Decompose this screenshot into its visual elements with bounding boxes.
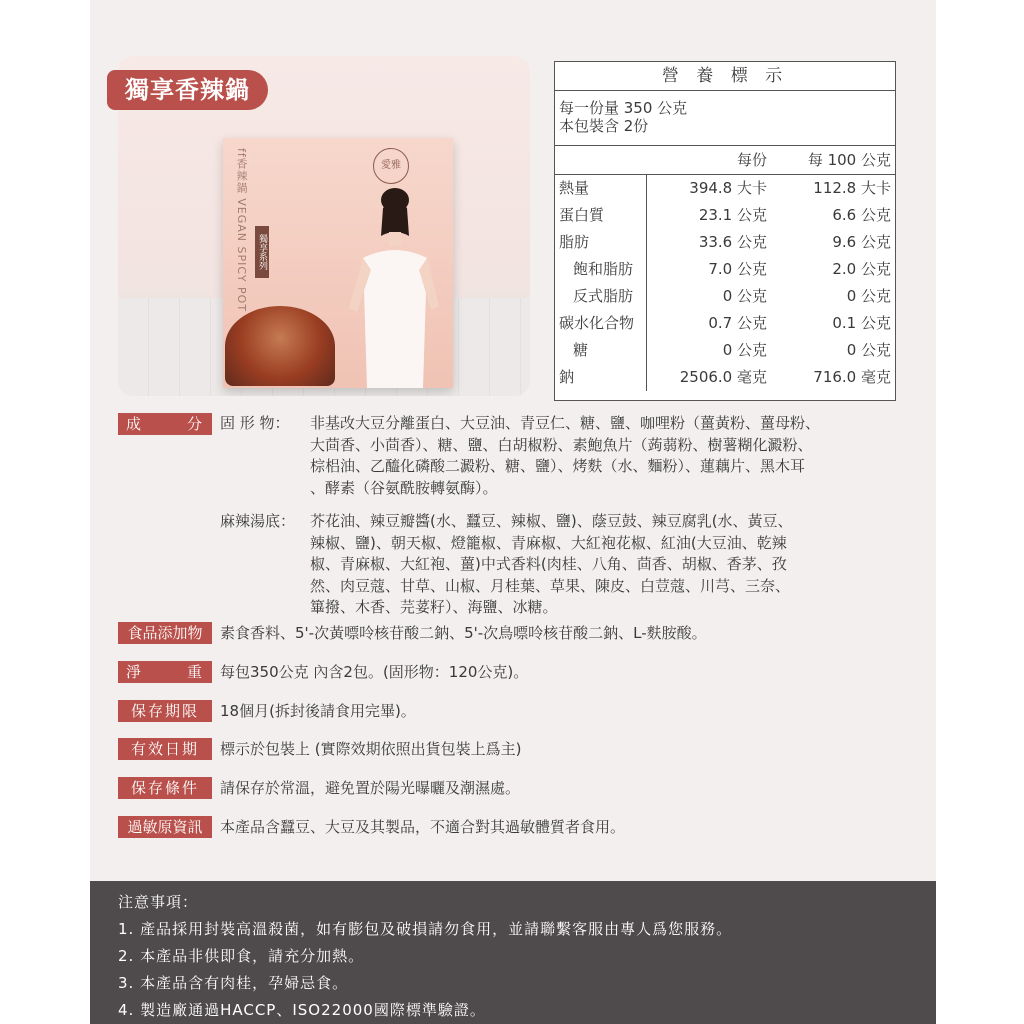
nutrition-row [555,175,895,202]
soup-label: 麻辣湯底： [220,512,296,530]
nutrition-row [555,202,895,229]
ingredients-label [118,413,212,435]
ingredient-line: 辣椒、鹽)、朝天椒、燈籠椒、青麻椒、大紅袍花椒、紅油(大豆油、乾辣 [310,533,787,552]
brand-logo: 愛雅 [373,148,409,184]
nutrition-row [555,229,895,256]
model-figure [343,178,443,388]
nutrient-per-100g: 0 公克 [846,341,891,359]
soup-ingredients [310,511,900,619]
notes-title: 注意事項： [118,893,199,911]
additives-value: 素食香料、5'-次黃嘌呤核苷酸二鈉、5'-次鳥嘌呤核苷酸二鈉、L-麩胺酸。 [220,624,707,642]
allergen-label: 過敏原資訊 [118,816,212,838]
ingredient-line: 棕梠油、乙醯化磷酸二澱粉、糖、鹽）、烤麩（水、麵粉）、蓮藕片、黑木耳 [310,457,806,475]
nutrient-per-100g: 6.6 公克 [832,206,891,224]
note-item: 4. 製造廠通過HACCP、ISO22000國際標準驗證。 [118,1001,486,1019]
storage-label: 保存條件 [118,777,212,799]
nutrient-per-serving: 2506.0 毫克 [679,368,767,386]
label-char: 重 [186,663,204,681]
servings-per-pack: 本包裝含 2份 [559,117,649,135]
notes-panel [90,881,936,1024]
box-series-badge: 獨享系列 [255,226,269,278]
ingredients-label-b: 分 [186,415,204,433]
nutrient-per-serving: 0 公克 [722,287,767,305]
ingredient-line: 大茴香、小茴香）、糖、鹽、白胡椒粉、素鮑魚片（蒟蒻粉、樹薯糊化澱粉、 [310,435,813,454]
nutrient-name: 糖 [555,337,647,364]
ingredient-line: 芥花油、辣豆瓣醬(水、蠶豆、辣椒、鹽)、蔭豆鼓、辣豆腐乳(水、黃豆、 [310,512,793,530]
nutrition-row [555,256,895,283]
shelf-life-value: 18個月(拆封後請食用完畢)。 [220,702,416,720]
nutrient-per-100g: 112.8 大卡 [813,179,891,197]
ingredients-label-a: 成 [126,415,144,433]
nutrient-name: 飽和脂肪 [555,256,647,283]
ingredient-line: 椒、青麻椒、大紅袍、薑)中式香料(肉桂、八角、茴香、胡椒、香茅、孜 [310,555,787,573]
nutrient-per-100g: 0.1 公克 [832,314,891,332]
shelf-life-label: 保存期限 [118,700,212,722]
nutrient-name: 脂肪 [555,229,647,256]
note-item: 2. 本產品非供即食，請充分加熱。 [118,947,365,965]
nutrition-row [555,310,895,337]
net-weight-value: 每包350公克 內含2包。(固形物：120公克)。 [220,663,529,681]
ingredient-line: 非基改大豆分離蛋白、大豆油、青豆仁、糖、鹽、咖哩粉（薑黃粉、薑母粉、 [310,414,821,432]
nutrition-row [555,364,895,391]
note-item: 1. 產品採用封裝高溫殺菌，如有膨包及破損請勿食用，並請聯繫客服由專人爲您服務。 [118,920,733,938]
allergen-value: 本產品含蠶豆、大豆及其製品，不適合對其過敏體質者食用。 [220,818,626,836]
nutrient-per-serving: 23.1 公克 [698,206,767,224]
nutrient-per-serving: 0.7 公克 [708,314,767,332]
ingredient-line: 篳撥、木香、芫荽籽）、海鹽、冰糖。 [310,598,558,616]
nutrient-name: 鈉 [555,364,647,391]
ingredient-line: 然、肉豆蔻、甘草、山椒、月桂葉、草果、陳皮、白荳蔻、川芎、三奈、 [310,576,791,595]
label-char: 淨 [126,663,144,681]
nutrient-name: 蛋白質 [555,202,647,229]
solid-label: 固 形 物： [220,414,290,432]
product-box [223,138,453,388]
serving-size: 每一份量 350 公克 [559,99,688,117]
nutrient-per-100g: 9.6 公克 [832,233,891,251]
solid-ingredients [310,413,900,499]
nutrient-per-serving: 7.0 公克 [708,260,767,278]
col-per-100g: 每 100 公克 [807,151,891,169]
serving-info [555,91,895,146]
nutrient-per-serving: 394.8 大卡 [689,179,767,197]
net-weight-label [118,661,212,683]
box-vertical-text: ff香辣鍋 VEGAN SPICY POT [235,148,248,313]
nutrient-per-100g: 0 公克 [846,287,891,305]
nutrition-title: 營 養 標 示 [555,62,895,91]
nutrient-per-serving: 33.6 公克 [698,233,767,251]
storage-value: 請保存於常溫，避免置於陽光曝曬及潮濕處。 [220,779,521,797]
additives-label: 食品添加物 [118,622,212,644]
nutrient-per-100g: 2.0 公克 [832,260,891,278]
nutrient-name: 反式脂肪 [555,283,647,310]
product-title: 獨享香辣鍋 [107,70,268,110]
col-per-serving: 每份 [736,151,767,169]
nutrition-row [555,337,895,364]
empty-header-cell [555,146,647,174]
nutrition-table [554,61,896,401]
ingredient-line: 、酵素（谷氨酰胺轉氨酶）。 [310,478,498,497]
nutrition-row [555,283,895,310]
note-item: 3. 本產品含有肉桂，孕婦忌食。 [118,974,349,992]
nutrient-name: 熱量 [555,175,647,202]
nutrient-name: 碳水化合物 [555,310,647,337]
expiry-date-value: 標示於包裝上 (實際效期依照出貨包裝上爲主) [220,740,522,758]
nutrition-column-header [555,146,895,175]
nutrient-per-100g: 716.0 毫克 [813,368,891,386]
expiry-date-label: 有效日期 [118,738,212,760]
hotpot-bowl [225,306,335,386]
nutrient-per-serving: 0 公克 [722,341,767,359]
